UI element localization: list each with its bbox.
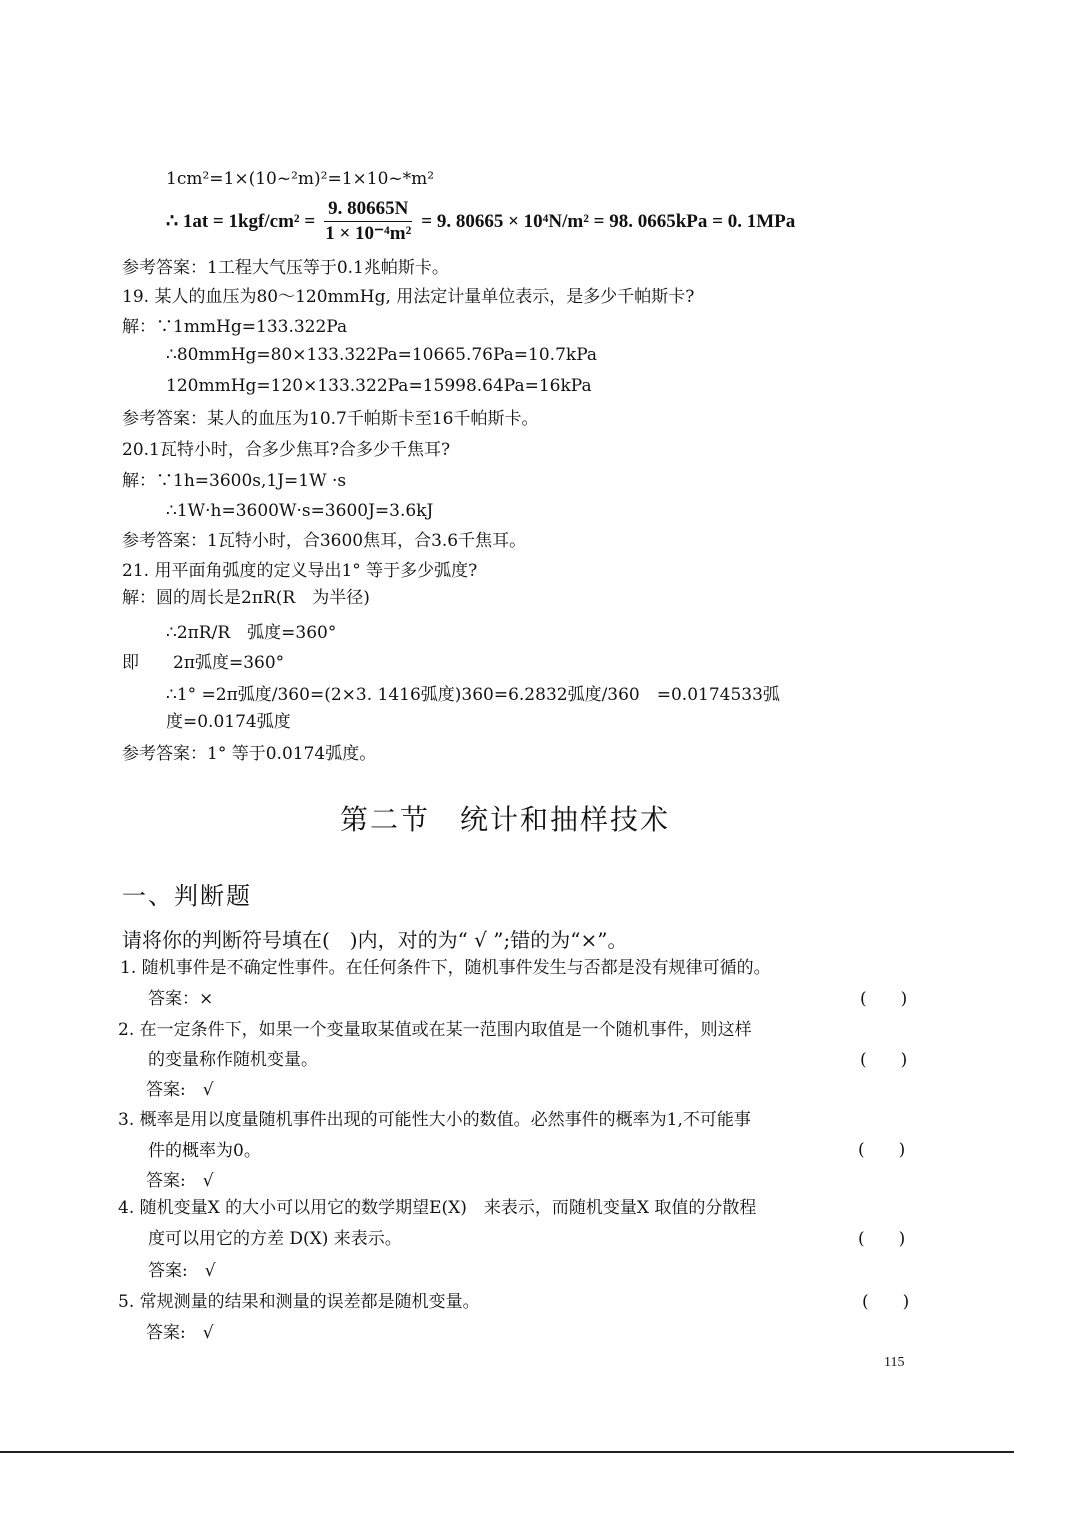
section-title: 第二节 统计和抽样技术 [339,803,670,836]
item-1-answer: 答案：× [148,989,214,1009]
item-4-text-line-1: 4. 随机变量X 的大小可以用它的数学期望E(X) 来表示，而随机变量X 取值的分散程 [118,1198,757,1218]
item-1-blank[interactable]: ( ) [860,989,908,1009]
item-5-answer: 答案: √ [146,1323,214,1343]
item-4-text-line-2: 度可以用它的方差 D(X) 来表示。 [148,1229,402,1249]
q21-solution-line-2: ∴2πR/R 弧度=360° [166,623,337,643]
pressure-formula [166,198,795,245]
item-3-text-line-1: 3. 概率是用以度量随机事件出现的可能性大小的数值。必然事件的概率为1,不可能事 [118,1110,751,1130]
unit-conversion-line: 1cm²=1×(10~²m)²=1×10~*m² [166,169,435,189]
question-19: 19. 某人的血压为80～120mmHg, 用法定计量单位表示，是多少千帕斯卡? [122,287,695,307]
formula-suffix: = 9. 80665 × 10⁴N/m² = 98. 0665kPa = 0. 1MPa [421,210,796,232]
item-5-text: 5. 常规测量的结果和测量的误差都是随机变量。 [118,1292,480,1312]
formula-numerator: 9. 80665N [324,198,412,222]
footer-rule [0,1451,1014,1453]
answer-21: 参考答案：1° 等于0.0174弧度。 [122,744,377,764]
section-heading: 一、判断题 [122,882,252,910]
instructions: 请将你的判断符号填在( )内，对的为“ √ ”;错的为“×”。 [122,928,628,952]
item-3-answer: 答案: √ [146,1171,214,1191]
q19-solution-line-1: 解：∵1mmHg=133.322Pa [122,317,348,337]
question-20: 20.1瓦特小时，合多少焦耳?合多少千焦耳? [122,440,451,460]
q20-solution-line-1: 解：∵1h=3600s,1J=1W ·s [122,471,347,491]
item-1-text: 1. 随机事件是不确定性事件。在任何条件下，随机事件发生与否都是没有规律可循的。 [120,958,771,978]
item-3-blank[interactable]: ( ) [858,1140,906,1160]
item-3-text-line-2: 件的概率为0。 [148,1141,261,1161]
item-4-blank[interactable]: ( ) [858,1229,906,1249]
question-21: 21. 用平面角弧度的定义导出1° 等于多少弧度? [122,561,478,581]
q21-solution-line-3: 即 2π弧度=360° [122,653,285,673]
formula-denominator: 1 × 10⁻⁴m² [325,223,412,244]
q21-solution-line-5: 度=0.0174弧度 [166,712,291,732]
answer-20: 参考答案：1瓦特小时，合3600焦耳，合3.6千焦耳。 [122,531,527,551]
formula-fraction [321,198,415,245]
answer-19: 参考答案：某人的血压为10.7千帕斯卡至16千帕斯卡。 [122,409,539,429]
q21-solution-line-4: ∴1° =2π弧度/360=(2×3. 1416弧度)360=6.2832弧度/360 =0.0174533弧 [166,685,780,705]
q19-solution-line-2: ∴80mmHg=80×133.322Pa=10665.76Pa=10.7kPa [166,345,598,365]
item-2-text-line-1: 2. 在一定条件下，如果一个变量取某值或在某一范围内取值是一个随机事件，则这样 [118,1020,752,1040]
item-2-blank[interactable]: ( ) [860,1050,908,1070]
q19-solution-line-3: 120mmHg=120×133.322Pa=15998.64Pa=16kPa [166,376,592,396]
q21-solution-line-1: 解：圆的周长是2πR(R 为半径) [122,588,370,608]
q20-solution-line-2: ∴1W·h=3600W·s=3600J=3.6kJ [166,501,434,521]
item-2-text-line-2: 的变量称作随机变量。 [148,1050,318,1070]
answer-18: 参考答案：1工程大气压等于0.1兆帕斯卡。 [122,258,449,278]
formula-prefix: ∴ 1at = 1kgf/cm² = [166,211,316,232]
item-5-blank[interactable]: ( ) [862,1292,910,1312]
item-4-answer: 答案: √ [148,1261,216,1281]
item-2-answer: 答案: √ [146,1080,214,1100]
page-number: 115 [884,1355,905,1370]
